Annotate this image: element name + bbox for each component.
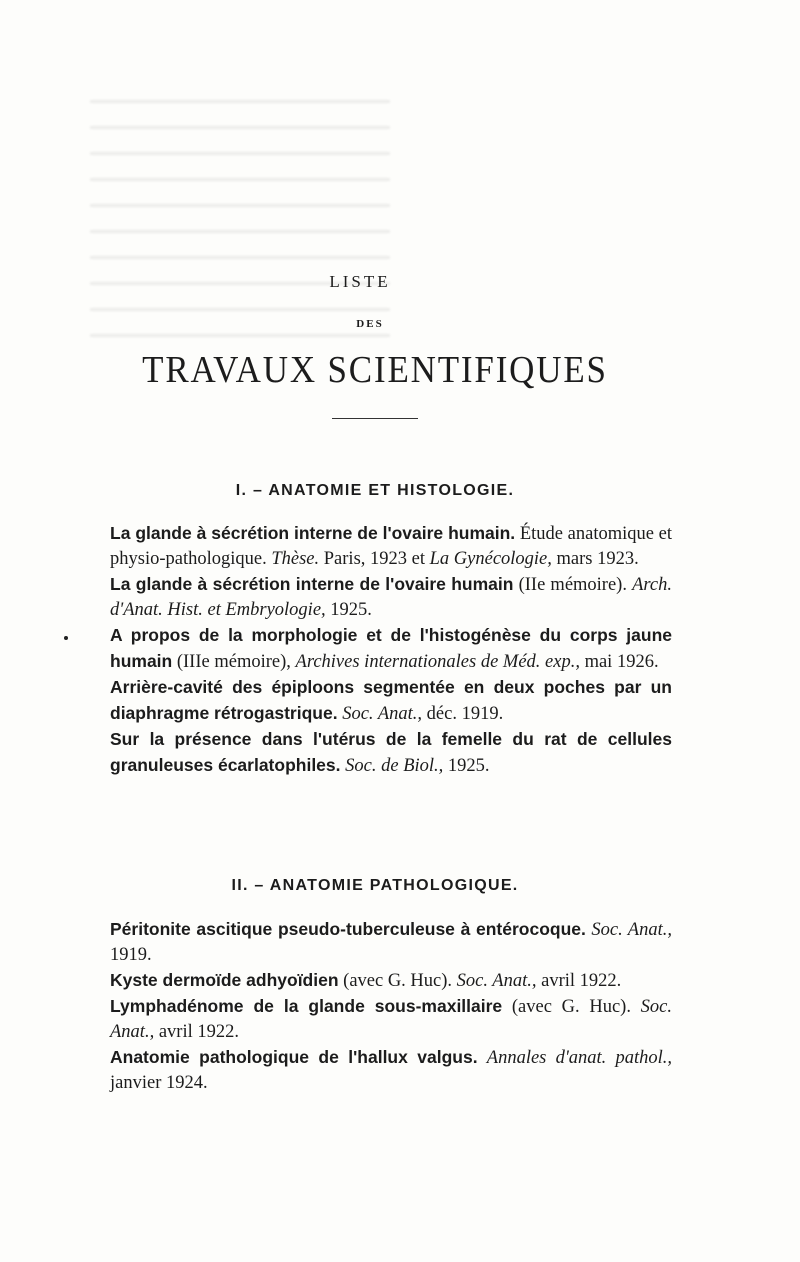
entry-2-1: Péritonite ascitique pseudo-tuberculeuse à entérocoque. Soc. Anat., 1919.	[110, 919, 672, 965]
entry-1-4: Arrière-cavité des épiploons segmentée en deux poches par un diaphragme rétrogastrique. Soc. Anat., déc. 1919.	[110, 677, 672, 724]
entry-1-5: Sur la présence dans l'utérus de la femelle du rat de cellules granuleuses écarlatophiles. Soc. de Biol., 1925.	[110, 729, 672, 776]
section-entries-2	[110, 917, 672, 1096]
entry-2-4: Anatomie pathologique de l'hallux valgus. Annales d'anat. pathol., janvier 1924.	[110, 1047, 673, 1093]
heading-liste: LISTE	[329, 272, 391, 291]
heading-des: DES	[356, 318, 384, 330]
page-title: TRAVAUX SCIENTIFIQUES	[142, 349, 608, 391]
entry-1-3: A propos de la morphologie et de l'histogénèse du corps jaune humain (IIIe mémoire), Archives internationales de Méd. exp., mai 1926.	[110, 625, 672, 672]
entry-2-3: Lymphadénome de la glande sous-maxillaire (avec G. Huc). Soc. Anat., avril 1922.	[110, 996, 672, 1042]
entry-1-1: La glande à sécrétion interne de l'ovaire humain. Étude anatomique et physio-pathologique. Thèse. Paris, 1923 et La Gynécologie, mars 1923.	[110, 523, 672, 569]
ink-speck	[64, 636, 68, 640]
entry-1-2: La glande à sécrétion interne de l'ovaire humain (IIe mémoire). Arch. d'Anat. Hist. et Embryologie, 1925.	[110, 574, 672, 620]
section-heading-anatomie-histologie: I. – ANATOMIE ET HISTOLOGIE.	[235, 482, 515, 499]
section-entries-1	[110, 521, 672, 779]
section-heading-anatomie-pathologique: II. – ANATOMIE PATHOLOGIQUE.	[231, 877, 519, 894]
title-divider	[332, 418, 418, 419]
entry-2-2: Kyste dermoïde adhyoïdien (avec G. Huc). Soc. Anat., avril 1922.	[110, 970, 622, 991]
